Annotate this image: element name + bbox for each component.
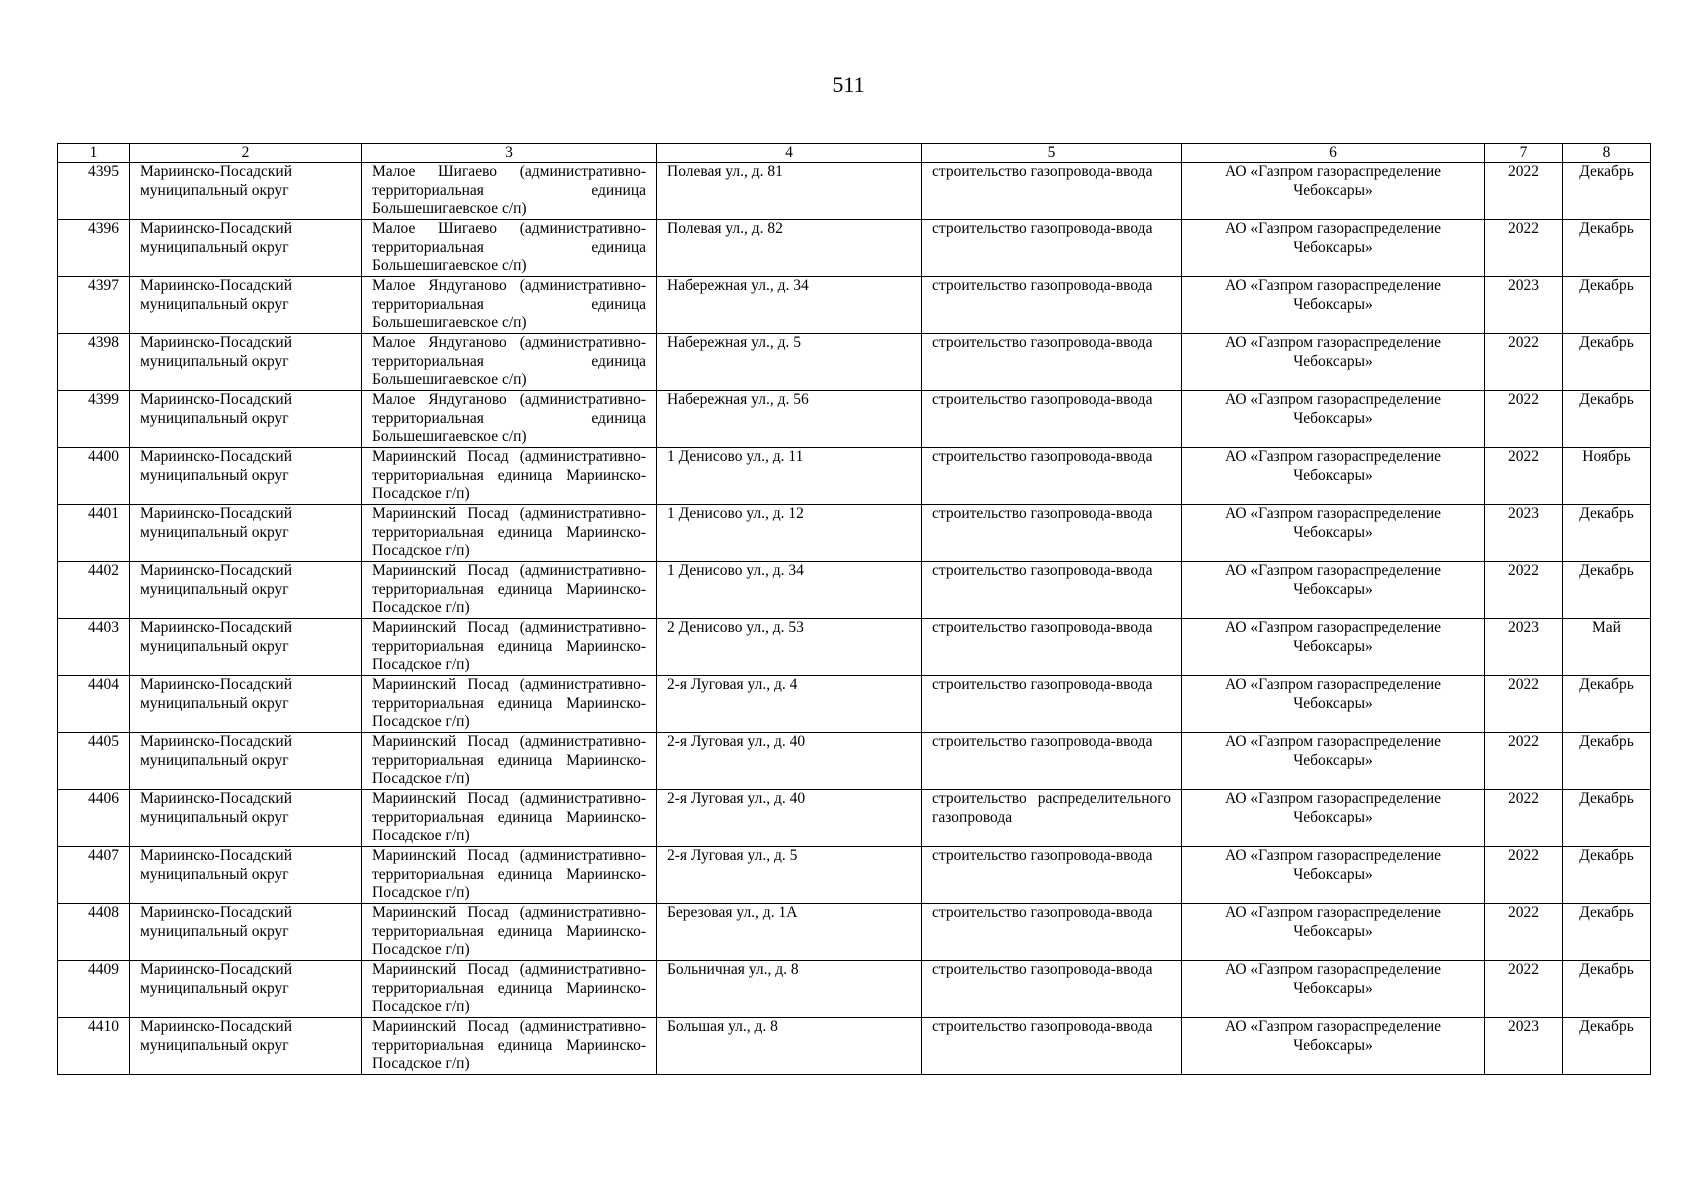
- organization-cell: АО «Газпром газораспределение Чебоксары»: [1182, 220, 1485, 277]
- settlement-cell: Мариинский Посад (административно-территориальная единица Мариинско-Посадское г/п): [362, 448, 657, 505]
- row-number-cell: 4396: [58, 220, 130, 277]
- row-number-cell: 4408: [58, 904, 130, 961]
- work-type-cell: строительство газопровода-ввода: [922, 277, 1182, 334]
- work-type-cell: строительство газопровода-ввода: [922, 562, 1182, 619]
- year-cell: 2022: [1485, 448, 1563, 505]
- column-header: 6: [1182, 144, 1485, 163]
- table-row: [58, 220, 1651, 277]
- year-cell: 2022: [1485, 220, 1563, 277]
- table-row: [58, 676, 1651, 733]
- year-cell: 2022: [1485, 790, 1563, 847]
- year-cell: 2022: [1485, 163, 1563, 220]
- row-number-cell: 4406: [58, 790, 130, 847]
- month-cell: Декабрь: [1563, 505, 1651, 562]
- address-cell: Набережная ул., д. 5: [657, 334, 922, 391]
- settlement-cell: Малое Яндуганово (административно-территориальная единица Большешигаевское с/п): [362, 391, 657, 448]
- year-cell: 2022: [1485, 562, 1563, 619]
- district-cell: Мариинско-Посадский муниципальный округ: [130, 163, 362, 220]
- gasification-schedule-table: [57, 143, 1651, 1075]
- row-number-cell: 4407: [58, 847, 130, 904]
- row-number-cell: 4397: [58, 277, 130, 334]
- address-cell: Полевая ул., д. 82: [657, 220, 922, 277]
- district-cell: Мариинско-Посадский муниципальный округ: [130, 505, 362, 562]
- district-cell: Мариинско-Посадский муниципальный округ: [130, 619, 362, 676]
- district-cell: Мариинско-Посадский муниципальный округ: [130, 847, 362, 904]
- organization-cell: АО «Газпром газораспределение Чебоксары»: [1182, 391, 1485, 448]
- organization-cell: АО «Газпром газораспределение Чебоксары»: [1182, 847, 1485, 904]
- organization-cell: АО «Газпром газораспределение Чебоксары»: [1182, 562, 1485, 619]
- district-cell: Мариинско-Посадский муниципальный округ: [130, 562, 362, 619]
- year-cell: 2022: [1485, 904, 1563, 961]
- settlement-cell: Мариинский Посад (административно-территориальная единица Мариинско-Посадское г/п): [362, 904, 657, 961]
- column-header: 1: [58, 144, 130, 163]
- work-type-cell: строительство газопровода-ввода: [922, 961, 1182, 1018]
- row-number-cell: 4403: [58, 619, 130, 676]
- year-cell: 2022: [1485, 334, 1563, 391]
- month-cell: Декабрь: [1563, 790, 1651, 847]
- month-cell: Декабрь: [1563, 733, 1651, 790]
- month-cell: Декабрь: [1563, 904, 1651, 961]
- row-number-cell: 4409: [58, 961, 130, 1018]
- settlement-cell: Мариинский Посад (административно-территориальная единица Мариинско-Посадское г/п): [362, 733, 657, 790]
- district-cell: Мариинско-Посадский муниципальный округ: [130, 220, 362, 277]
- month-cell: Декабрь: [1563, 163, 1651, 220]
- row-number-cell: 4405: [58, 733, 130, 790]
- settlement-cell: Мариинский Посад (административно-территориальная единица Мариинско-Посадское г/п): [362, 790, 657, 847]
- organization-cell: АО «Газпром газораспределение Чебоксары»: [1182, 790, 1485, 847]
- address-cell: Березовая ул., д. 1А: [657, 904, 922, 961]
- district-cell: Мариинско-Посадский муниципальный округ: [130, 790, 362, 847]
- month-cell: Декабрь: [1563, 220, 1651, 277]
- work-type-cell: строительство газопровода-ввода: [922, 1018, 1182, 1075]
- work-type-cell: строительство газопровода-ввода: [922, 220, 1182, 277]
- row-number-cell: 4398: [58, 334, 130, 391]
- work-type-cell: строительство газопровода-ввода: [922, 619, 1182, 676]
- work-type-cell: строительство газопровода-ввода: [922, 163, 1182, 220]
- table-row: [58, 277, 1651, 334]
- month-cell: Декабрь: [1563, 334, 1651, 391]
- address-cell: 1 Денисово ул., д. 12: [657, 505, 922, 562]
- work-type-cell: строительство газопровода-ввода: [922, 904, 1182, 961]
- table-row: [58, 163, 1651, 220]
- table-row: [58, 904, 1651, 961]
- district-cell: Мариинско-Посадский муниципальный округ: [130, 391, 362, 448]
- settlement-cell: Мариинский Посад (административно-территориальная единица Мариинско-Посадское г/п): [362, 676, 657, 733]
- address-cell: 1 Денисово ул., д. 11: [657, 448, 922, 505]
- column-header: 4: [657, 144, 922, 163]
- month-cell: Декабрь: [1563, 562, 1651, 619]
- row-number-cell: 4395: [58, 163, 130, 220]
- month-cell: Декабрь: [1563, 847, 1651, 904]
- settlement-cell: Мариинский Посад (административно-территориальная единица Мариинско-Посадское г/п): [362, 961, 657, 1018]
- organization-cell: АО «Газпром газораспределение Чебоксары»: [1182, 334, 1485, 391]
- year-cell: 2023: [1485, 505, 1563, 562]
- organization-cell: АО «Газпром газораспределение Чебоксары»: [1182, 733, 1485, 790]
- year-cell: 2022: [1485, 391, 1563, 448]
- settlement-cell: Мариинский Посад (административно-территориальная единица Мариинско-Посадское г/п): [362, 847, 657, 904]
- address-cell: Большая ул., д. 8: [657, 1018, 922, 1075]
- row-number-cell: 4400: [58, 448, 130, 505]
- district-cell: Мариинско-Посадский муниципальный округ: [130, 676, 362, 733]
- table-row: [58, 733, 1651, 790]
- settlement-cell: Малое Яндуганово (административно-территориальная единица Большешигаевское с/п): [362, 277, 657, 334]
- work-type-cell: строительство газопровода-ввода: [922, 733, 1182, 790]
- work-type-cell: строительство газопровода-ввода: [922, 391, 1182, 448]
- row-number-cell: 4401: [58, 505, 130, 562]
- address-cell: 2-я Луговая ул., д. 40: [657, 790, 922, 847]
- settlement-cell: Мариинский Посад (административно-территориальная единица Мариинско-Посадское г/п): [362, 1018, 657, 1075]
- organization-cell: АО «Газпром газораспределение Чебоксары»: [1182, 505, 1485, 562]
- district-cell: Мариинско-Посадский муниципальный округ: [130, 961, 362, 1018]
- address-cell: Набережная ул., д. 34: [657, 277, 922, 334]
- table-row: [58, 1018, 1651, 1075]
- settlement-cell: Мариинский Посад (административно-территориальная единица Мариинско-Посадское г/п): [362, 505, 657, 562]
- table-row: [58, 562, 1651, 619]
- organization-cell: АО «Газпром газораспределение Чебоксары»: [1182, 619, 1485, 676]
- month-cell: Декабрь: [1563, 676, 1651, 733]
- month-cell: Декабрь: [1563, 1018, 1651, 1075]
- page-number: 511: [832, 72, 865, 97]
- work-type-cell: строительство газопровода-ввода: [922, 847, 1182, 904]
- column-header: 3: [362, 144, 657, 163]
- settlement-cell: Малое Шигаево (административно-территориальная единица Большешигаевское с/п): [362, 163, 657, 220]
- table-row: [58, 619, 1651, 676]
- address-cell: 2-я Луговая ул., д. 5: [657, 847, 922, 904]
- settlement-cell: Малое Шигаево (административно-территориальная единица Большешигаевское с/п): [362, 220, 657, 277]
- row-number-cell: 4410: [58, 1018, 130, 1075]
- year-cell: 2022: [1485, 847, 1563, 904]
- settlement-cell: Мариинский Посад (административно-территориальная единица Мариинско-Посадское г/п): [362, 619, 657, 676]
- organization-cell: АО «Газпром газораспределение Чебоксары»: [1182, 448, 1485, 505]
- column-header: 2: [130, 144, 362, 163]
- district-cell: Мариинско-Посадский муниципальный округ: [130, 334, 362, 391]
- year-cell: 2023: [1485, 1018, 1563, 1075]
- district-cell: Мариинско-Посадский муниципальный округ: [130, 1018, 362, 1075]
- table-row: [58, 448, 1651, 505]
- address-cell: Больничная ул., д. 8: [657, 961, 922, 1018]
- table-row: [58, 847, 1651, 904]
- table-row: [58, 790, 1651, 847]
- district-cell: Мариинско-Посадский муниципальный округ: [130, 904, 362, 961]
- year-cell: 2022: [1485, 961, 1563, 1018]
- column-number-row: [58, 144, 1651, 163]
- month-cell: Декабрь: [1563, 961, 1651, 1018]
- work-type-cell: строительство распределительного газопровода: [922, 790, 1182, 847]
- table-row: [58, 961, 1651, 1018]
- table-row: [58, 505, 1651, 562]
- organization-cell: АО «Газпром газораспределение Чебоксары»: [1182, 277, 1485, 334]
- year-cell: 2023: [1485, 619, 1563, 676]
- row-number-cell: 4404: [58, 676, 130, 733]
- organization-cell: АО «Газпром газораспределение Чебоксары»: [1182, 676, 1485, 733]
- month-cell: Декабрь: [1563, 277, 1651, 334]
- address-cell: Полевая ул., д. 81: [657, 163, 922, 220]
- month-cell: Декабрь: [1563, 391, 1651, 448]
- year-cell: 2022: [1485, 676, 1563, 733]
- work-type-cell: строительство газопровода-ввода: [922, 676, 1182, 733]
- address-cell: 2-я Луговая ул., д. 40: [657, 733, 922, 790]
- row-number-cell: 4402: [58, 562, 130, 619]
- settlement-cell: Мариинский Посад (административно-территориальная единица Мариинско-Посадское г/п): [362, 562, 657, 619]
- column-header: 8: [1563, 144, 1651, 163]
- column-header: 7: [1485, 144, 1563, 163]
- district-cell: Мариинско-Посадский муниципальный округ: [130, 277, 362, 334]
- settlement-cell: Малое Яндуганово (административно-территориальная единица Большешигаевское с/п): [362, 334, 657, 391]
- address-cell: 2 Денисово ул., д. 53: [657, 619, 922, 676]
- work-type-cell: строительство газопровода-ввода: [922, 505, 1182, 562]
- month-cell: Май: [1563, 619, 1651, 676]
- row-number-cell: 4399: [58, 391, 130, 448]
- address-cell: Набережная ул., д. 56: [657, 391, 922, 448]
- work-type-cell: строительство газопровода-ввода: [922, 448, 1182, 505]
- organization-cell: АО «Газпром газораспределение Чебоксары»: [1182, 1018, 1485, 1075]
- column-header: 5: [922, 144, 1182, 163]
- organization-cell: АО «Газпром газораспределение Чебоксары»: [1182, 163, 1485, 220]
- table-row: [58, 334, 1651, 391]
- organization-cell: АО «Газпром газораспределение Чебоксары»: [1182, 961, 1485, 1018]
- district-cell: Мариинско-Посадский муниципальный округ: [130, 733, 362, 790]
- work-type-cell: строительство газопровода-ввода: [922, 334, 1182, 391]
- table-row: [58, 391, 1651, 448]
- organization-cell: АО «Газпром газораспределение Чебоксары»: [1182, 904, 1485, 961]
- year-cell: 2022: [1485, 733, 1563, 790]
- year-cell: 2023: [1485, 277, 1563, 334]
- month-cell: Ноябрь: [1563, 448, 1651, 505]
- district-cell: Мариинско-Посадский муниципальный округ: [130, 448, 362, 505]
- address-cell: 2-я Луговая ул., д. 4: [657, 676, 922, 733]
- address-cell: 1 Денисово ул., д. 34: [657, 562, 922, 619]
